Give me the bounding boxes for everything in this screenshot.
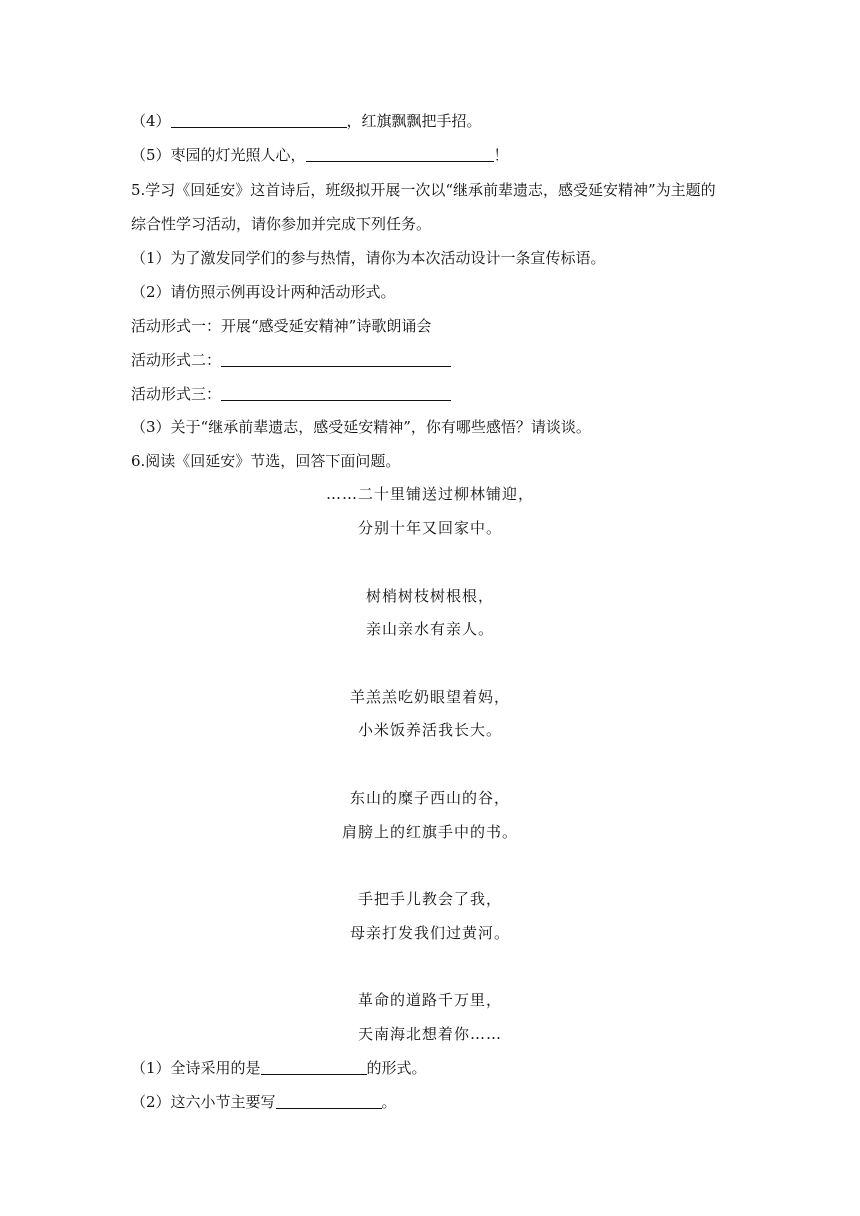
- poem-line: 革命的道路千万里，: [357, 991, 502, 1009]
- answer-blank[interactable]: [221, 384, 451, 401]
- answer-blank[interactable]: [306, 145, 494, 162]
- item-5-line: [131, 145, 509, 165]
- item-5-suffix: ！: [493, 146, 509, 164]
- question-6-stem: 6.阅读《回延安》节选，回答下面问题。: [131, 452, 401, 470]
- poem-line: 分别十年又回家中。: [357, 519, 502, 537]
- question-5-stem-line2: 综合性学习活动，请你参加并完成下列任务。: [131, 215, 432, 233]
- answer-blank[interactable]: [261, 1058, 367, 1075]
- poem-line: 肩膀上的红旗手中的书。: [341, 823, 518, 841]
- question-6-sub2-prefix: （2）这六小节主要写: [131, 1093, 276, 1111]
- question-5-sub1: （1）为了激发同学们的参与热情，请你为本次活动设计一条宣传标语。: [131, 249, 606, 267]
- activity-form-2-label: 活动形式二：: [131, 351, 222, 369]
- poem-line: 亲山亲水有亲人。: [365, 620, 494, 638]
- activity-form-1: 活动形式一：开展“感受延安精神”诗歌朗诵会: [131, 317, 432, 335]
- question-6-sub1-suffix: 的形式。: [366, 1059, 427, 1077]
- poem-line: 母亲打发我们过黄河。: [349, 924, 510, 942]
- item-5-prefix: （5）枣园的灯光照人心，: [131, 146, 306, 164]
- answer-blank[interactable]: [171, 111, 347, 128]
- question-6-sub2-line: [131, 1092, 397, 1112]
- poem-line: 树梢树枝树根根，: [365, 587, 494, 605]
- poem-line: 手把手儿教会了我，: [357, 890, 502, 908]
- item-4-line: [131, 111, 482, 131]
- activity-form-3-label: 活动形式三：: [131, 385, 222, 403]
- poem-line: 天南海北想着你……: [357, 1025, 502, 1043]
- question-6-sub1-line: [131, 1058, 427, 1078]
- question-5-sub3: （3）关于“继承前辈遗志，感受延安精神”，你有哪些感悟？请谈谈。: [131, 418, 591, 436]
- poem-line: 小米饭养活我长大。: [357, 721, 502, 739]
- poem-line: 羊羔羔吃奶眼望着妈，: [349, 688, 510, 706]
- question-5-stem-line1: 5.学习《回延安》这首诗后，班级拟开展一次以“继承前辈遗志，感受延安精神”为主题的: [131, 181, 716, 199]
- question-5-sub2: （2）请仿照示例再设计两种活动形式。: [131, 283, 396, 301]
- poem-line: ……二十里铺送过柳林铺迎，: [325, 485, 534, 503]
- activity-form-2-line: [131, 350, 451, 370]
- item-4-prefix: （4）: [131, 112, 171, 130]
- activity-form-3-line: [131, 384, 451, 404]
- poem-line: 东山的糜子西山的谷，: [349, 789, 510, 807]
- question-6-sub2-suffix: 。: [381, 1093, 397, 1111]
- question-6-sub1-prefix: （1）全诗采用的是: [131, 1059, 261, 1077]
- item-4-suffix: ，红旗飘飘把手招。: [346, 112, 482, 130]
- answer-blank[interactable]: [221, 350, 451, 367]
- answer-blank[interactable]: [276, 1092, 382, 1109]
